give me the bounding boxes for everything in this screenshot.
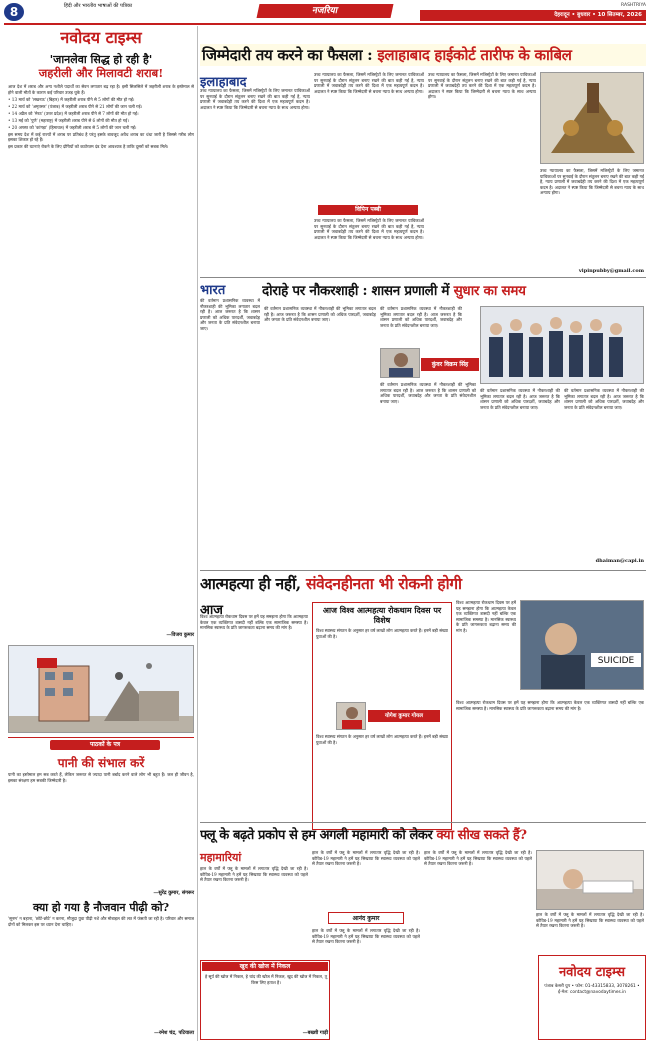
letter-1-author: —सुरेंद्र कुमार, संगरूर: [153, 890, 194, 896]
poem-box-body: हे सूर्य की खोज में निकल, हे चांद की खोज में निकल, खुद की खोज में निकल, तू किस लिए हताश है।: [205, 974, 327, 985]
second-body-col-3b: की वर्तमान प्रशासनिक व्यवस्था में नौकरशाही की भूमिका लगातार बदल रही है। आज जरूरत है कि शासन प्रणाली को अधिक पारदर्शी, जवाबदेह और जनता के प्रति संवेदनशील बनाया जाए।: [380, 382, 476, 404]
second-body-col-5: की वर्तमान प्रशासनिक व्यवस्था में नौकरशाही की भूमिका लगातार बदल रही है। आज जरूरत है कि शासन प्रणाली को अधिक पारदर्शी, जवाबदेह और जनता के प्रति संवेदनशील बनाया जाए।: [564, 388, 644, 410]
section-title: नजरिया: [257, 4, 394, 18]
editorial-para: • 13 मई को 'पुणे' (महाराष्ट्र) में जहरीली शराब पीने से 6 लोगों की मौत हो गई।: [8, 117, 129, 123]
second-body-col-2: की वर्तमान प्रशासनिक व्यवस्था में नौकरशाही की भूमिका लगातार बदल रही है। आज जरूरत है कि शासन प्रणाली को अधिक पारदर्शी, जवाबदेह और जनता के प्रति संवेदनशील बनाया जाए।: [264, 306, 376, 323]
editorial-para: • 20 अगस्त को 'कांगड़ा' (हिमाचल) में जहरीली शराब से 5 लोगों की जान चली गई।: [8, 124, 137, 130]
poem-box-author: —बख्शी गाड़ी: [302, 1030, 328, 1036]
fourth-headline-black: फ्लू के बढ़ते प्रकोप से हम अगली महामारी को लेकर: [200, 828, 437, 843]
third-author-portrait: [336, 702, 366, 730]
distressed-person-photo: [520, 600, 644, 690]
second-headline-black: दोराहे पर नौकरशाही : शासन प्रणाली में: [262, 283, 454, 299]
third-body-col-1: विश्व आत्महत्या रोकथाम दिवस पर हमें यह समझना होगा कि आत्महत्या केवल एक व्यक्तिगत त्रासदी नहीं बल्कि एक सामाजिक समस्या है। मानसिक स्वास्थ्य के प्रति जागरूकता बढ़ाना समय की मांग है।: [200, 614, 308, 631]
masthead-name: नवोदय टाइम्स: [60, 28, 142, 47]
third-dateline: आज: [200, 603, 223, 618]
editorial-para: आज देश में शराब और अन्य नशीले पदार्थों का सेवन लगातार बढ़ रहा है। इसी सिलसिले में जहरीली शराब के इस्तेमाल से होने वाली मौतों के कारण कई परिवार उजड़ चुके हैं।: [8, 84, 194, 95]
fourth-body-col-4: हाल के वर्षों में फ्लू के मामलों में लगातार वृद्धि देखी जा रही है। कोविड-19 महामारी ने हमें यह सिखाया कि स्वास्थ्य व्यवस्था को पहले से तैयार रखना कितना जरूरी है।: [536, 912, 644, 929]
letter-1-body: पानी का इस्तेमाल हम सब करते हैं, लेकिन जरूरत से ज्यादा पानी बर्बाद करने वाले लोग भी बहुत हैं। जल ही जीवन है, इसका संरक्षण हम सबकी जिम्मेदारी है।: [8, 772, 194, 783]
special-box-body-2: विश्व स्वास्थ्य संगठन के अनुसार हर वर्ष लाखों लोग आत्महत्या करते हैं। इनमें बड़ी संख्या युवाओं की है।: [316, 734, 448, 745]
lead-photo: [540, 72, 644, 164]
letters-rule: [8, 737, 194, 738]
lead-body-col-4: उच्च न्यायालय का फैसला, जिसमें मजिस्ट्रेटों के लिए जमानत याचिकाओं पर सुनवाई के दौरान संतुलन बनाए रखने की बात कही गई है, न्याय प्रणाली में जवाबदेही तय करने की दिशा में एक महत्वपूर्ण कदम है। अदालत ने स्पष्ट किया कि जिम्मेदारी से बचना न्याय के साथ अन्याय होगा।: [540, 168, 644, 196]
divider-1: [200, 277, 646, 278]
lead-headline-black: जिम्मेदारी तय करने का फैसला :: [202, 46, 378, 64]
lead-headline-red: इलाहाबाद हाईकोर्ट तारीफ के काबिल: [377, 46, 572, 64]
letter-2-author: —रमेश चंद्र, पटियाला: [153, 1030, 194, 1036]
second-body-col-3a: की वर्तमान प्रशासनिक व्यवस्था में नौकरशाही की भूमिका लगातार बदल रही है। आज जरूरत है कि शासन प्रणाली को अधिक पारदर्शी, जवाबदेह और जनता के प्रति संवेदनशील बनाया जाए।: [380, 306, 462, 328]
third-author-name: योगेश कुमार गोयल: [368, 710, 440, 722]
second-headline-red: सुधार का समय: [453, 283, 526, 299]
top-tagline: हिंदी और भारतीय भाषाओं की पत्रिका: [63, 3, 133, 9]
fourth-headline: [200, 824, 646, 848]
lead-dateline: इलाहाबाद: [200, 75, 247, 90]
third-headline-red: संवेदनहीनता भी रोकनी होगी: [305, 574, 462, 593]
author-portrait: [380, 348, 420, 378]
editorial-byline: —विजय कुमार: [166, 632, 194, 638]
lead-body-col-3: उच्च न्यायालय का फैसला, जिसमें मजिस्ट्रेटों के लिए जमानत याचिकाओं पर सुनवाई के दौरान संतुलन बनाए रखने की बात कही गई है, न्याय प्रणाली में जवाबदेही तय करने की दिशा में एक महत्वपूर्ण कदम है। अदालत ने स्पष्ट किया कि जिम्मेदारी से बचना न्याय के साथ अन्याय होगा।: [428, 72, 536, 100]
special-box-title: आज विश्व आत्महत्या रोकथाम दिवस पर विशेष: [322, 605, 442, 625]
second-body-col-4: की वर्तमान प्रशासनिक व्यवस्था में नौकरशाही की भूमिका लगातार बदल रही है। आज जरूरत है कि शासन प्रणाली को अधिक पारदर्शी, जवाबदेह और जनता के प्रति संवेदनशील बनाया जाए।: [480, 388, 560, 410]
fourth-dateline: महामारियां: [200, 851, 242, 864]
third-headline: [200, 572, 646, 596]
letter-2-body: 'सूनम' न बहाना, 'छोटे-छोटे' न करना, मौजूदा युवा पीढ़ी नशे और मोबाइल की लत में फंसती जा रही है। परिवार और समाज दोनों को मिलकर इस पर ध्यान देना चाहिए।: [8, 916, 194, 927]
letters-label: पाठकों के पत्र: [50, 740, 160, 750]
second-photo: [480, 306, 644, 384]
pg-building-illustration: [8, 645, 194, 733]
letter-2-heading: [8, 900, 194, 915]
suicide-photo-text: SUICIDE: [597, 656, 635, 666]
editorial-para: • 14 अप्रैल को 'मेरठ' (उत्तर प्रदेश) में जहरीली शराब पीने से 7 लोगों की मौत हो गई।: [8, 110, 139, 116]
lead-body-col-1: उच्च न्यायालय का फैसला, जिसमें मजिस्ट्रेटों के लिए जमानत याचिकाओं पर सुनवाई के दौरान संतुलन बनाए रखने की बात कही गई है, न्याय प्रणाली में जवाबदेही तय करने की दिशा में एक महत्वपूर्ण कदम है। अदालत ने स्पष्ट किया कि जिम्मेदारी से बचना न्याय के साथ अन्याय होगा।: [200, 88, 310, 110]
third-body-col-4: विश्व आत्महत्या रोकथाम दिवस पर हमें यह समझना होगा कि आत्महत्या केवल एक व्यक्तिगत त्रासदी नहीं बल्कि एक सामाजिक समस्या है। मानसिक स्वास्थ्य के प्रति जागरूकता बढ़ाना समय की मांग है।: [456, 700, 644, 711]
editorial-para: इस प्रकार की घटनाएं रोकने के लिए दोषियों को कठोरतम दंड देना आवश्यक है ताकि दूसरों को सबक मिले।: [8, 144, 169, 150]
second-body-col-1: की वर्तमान प्रशासनिक व्यवस्था में नौकरशाही की भूमिका लगातार बदल रही है। आज जरूरत है कि शासन प्रणाली को अधिक पारदर्शी, जवाबदेह और जनता के प्रति संवेदनशील बनाया जाए।: [200, 298, 260, 331]
fourth-body-col-2b: हाल के वर्षों में फ्लू के मामलों में लगातार वृद्धि देखी जा रही है। कोविड-19 महामारी ने हमें यह सिखाया कि स्वास्थ्य व्यवस्था को पहले से तैयार रखना कितना जरूरी है।: [312, 928, 420, 945]
letters-heading: [8, 754, 194, 771]
lead-author-name: विपिन पब्बी: [318, 205, 418, 215]
lead-body-col-2: उच्च न्यायालय का फैसला, जिसमें मजिस्ट्रेटों के लिए जमानत याचिकाओं पर सुनवाई के दौरान संतुलन बनाए रखने की बात कही गई है, न्याय प्रणाली में जवाबदेही तय करने की दिशा में एक महत्वपूर्ण कदम है। अदालत ने स्पष्ट किया कि जिम्मेदारी से बचना न्याय के साथ अन्याय होगा।: [314, 72, 424, 94]
second-dateline: भारत: [200, 283, 226, 298]
page-number: 8: [4, 3, 24, 21]
dateline-bar: देहरादून • बुधवार • 10 सितम्बर, 2026: [420, 10, 646, 21]
imprint-brand: नवोदय टाइम्स: [558, 965, 626, 980]
second-headline: [262, 280, 646, 302]
imprint-info: पंजाब केसरी ग्रुप • फोन: 01-43315833, 3078261 • ई-मेल: contact@navodaytimes.in: [544, 984, 640, 995]
divider-2: [200, 570, 646, 571]
editorial-para: इस समय देश में कई राज्यों में शराब पर प्रतिबंध है परंतु इसके बावजूद अवैध शराब का धंधा जारी है जिससे गरीब लोग इसका शिकार हो रहे हैं।: [8, 131, 194, 143]
lead-email: vipinpubby@gmail.com: [578, 268, 644, 274]
letter-2-heading-text: क्या हो गया है नौजवान पीढ़ी को?: [32, 901, 170, 914]
fourth-body-col-2a: हाल के वर्षों में फ्लू के मामलों में लगातार वृद्धि देखी जा रही है। कोविड-19 महामारी ने हमें यह सिखाया कि स्वास्थ्य व्यवस्था को पहले से तैयार रखना कितना जरूरी है।: [312, 850, 420, 867]
poem-box-title: खुद की खोज में निकल: [202, 962, 328, 971]
sick-person-photo: [536, 850, 644, 910]
letters-heading-text: पानी की संभाल करें: [57, 756, 145, 770]
lead-headline: [200, 44, 646, 66]
lead-body-col-2b: उच्च न्यायालय का फैसला, जिसमें मजिस्ट्रेटों के लिए जमानत याचिकाओं पर सुनवाई के दौरान संतुलन बनाए रखने की बात कही गई है, न्याय प्रणाली में जवाबदेही तय करने की दिशा में एक महत्वपूर्ण कदम है। अदालत ने स्पष्ट किया कि जिम्मेदारी से बचना न्याय के साथ अन्याय होगा।: [314, 218, 424, 240]
special-box-body: विश्व स्वास्थ्य संगठन के अनुसार हर वर्ष लाखों लोग आत्महत्या करते हैं। इनमें बड़ी संख्या युवाओं की है।: [316, 628, 448, 639]
editorial-heading-2: जहरीली और मिलावटी शराब!: [38, 66, 164, 80]
editorial-para: • 13 मार्च को 'लखनऊ' (बिहार) में जहरीली शराब पीने से 5 लोगों की मौत हो गई।: [8, 96, 135, 102]
fourth-headline-red: क्या सीख सकते हैं?: [436, 828, 527, 843]
divider-3: [200, 822, 646, 823]
third-body-col-3: विश्व आत्महत्या रोकथाम दिवस पर हमें यह समझना होगा कि आत्महत्या केवल एक व्यक्तिगत त्रासदी नहीं बल्कि एक सामाजिक समस्या है। मानसिक स्वास्थ्य के प्रति जागरूकता बढ़ाना समय की मांग है।: [456, 600, 516, 633]
second-email: dhaiman@capi.in: [595, 558, 644, 564]
site-name: RASHTRIYA: [621, 3, 646, 8]
fourth-author-name: आनंद कुमार: [328, 912, 404, 924]
editorial-body: [8, 84, 194, 644]
second-author-name: कुंवर विक्रम सिंह: [421, 358, 479, 371]
fourth-body-col-3: हाल के वर्षों में फ्लू के मामलों में लगातार वृद्धि देखी जा रही है। कोविड-19 महामारी ने हमें यह सिखाया कि स्वास्थ्य व्यवस्था को पहले से तैयार रखना कितना जरूरी है।: [424, 850, 532, 867]
top-rule: [4, 23, 646, 25]
column-divider: [197, 26, 198, 1041]
fourth-body-col-1: हाल के वर्षों में फ्लू के मामलों में लगातार वृद्धि देखी जा रही है। कोविड-19 महामारी ने हमें यह सिखाया कि स्वास्थ्य व्यवस्था को पहले से तैयार रखना कितना जरूरी है।: [200, 866, 308, 883]
third-headline-black: आत्महत्या ही नहीं,: [200, 574, 306, 593]
editorial-para: • 22 मार्च को 'अमृतसर' (पंजाब) में जहरीली शराब पीने से 21 लोगों की जान चली गई।: [8, 103, 143, 109]
editorial-heading-1: 'जानलेवा सिद्ध हो रही है': [49, 53, 153, 66]
